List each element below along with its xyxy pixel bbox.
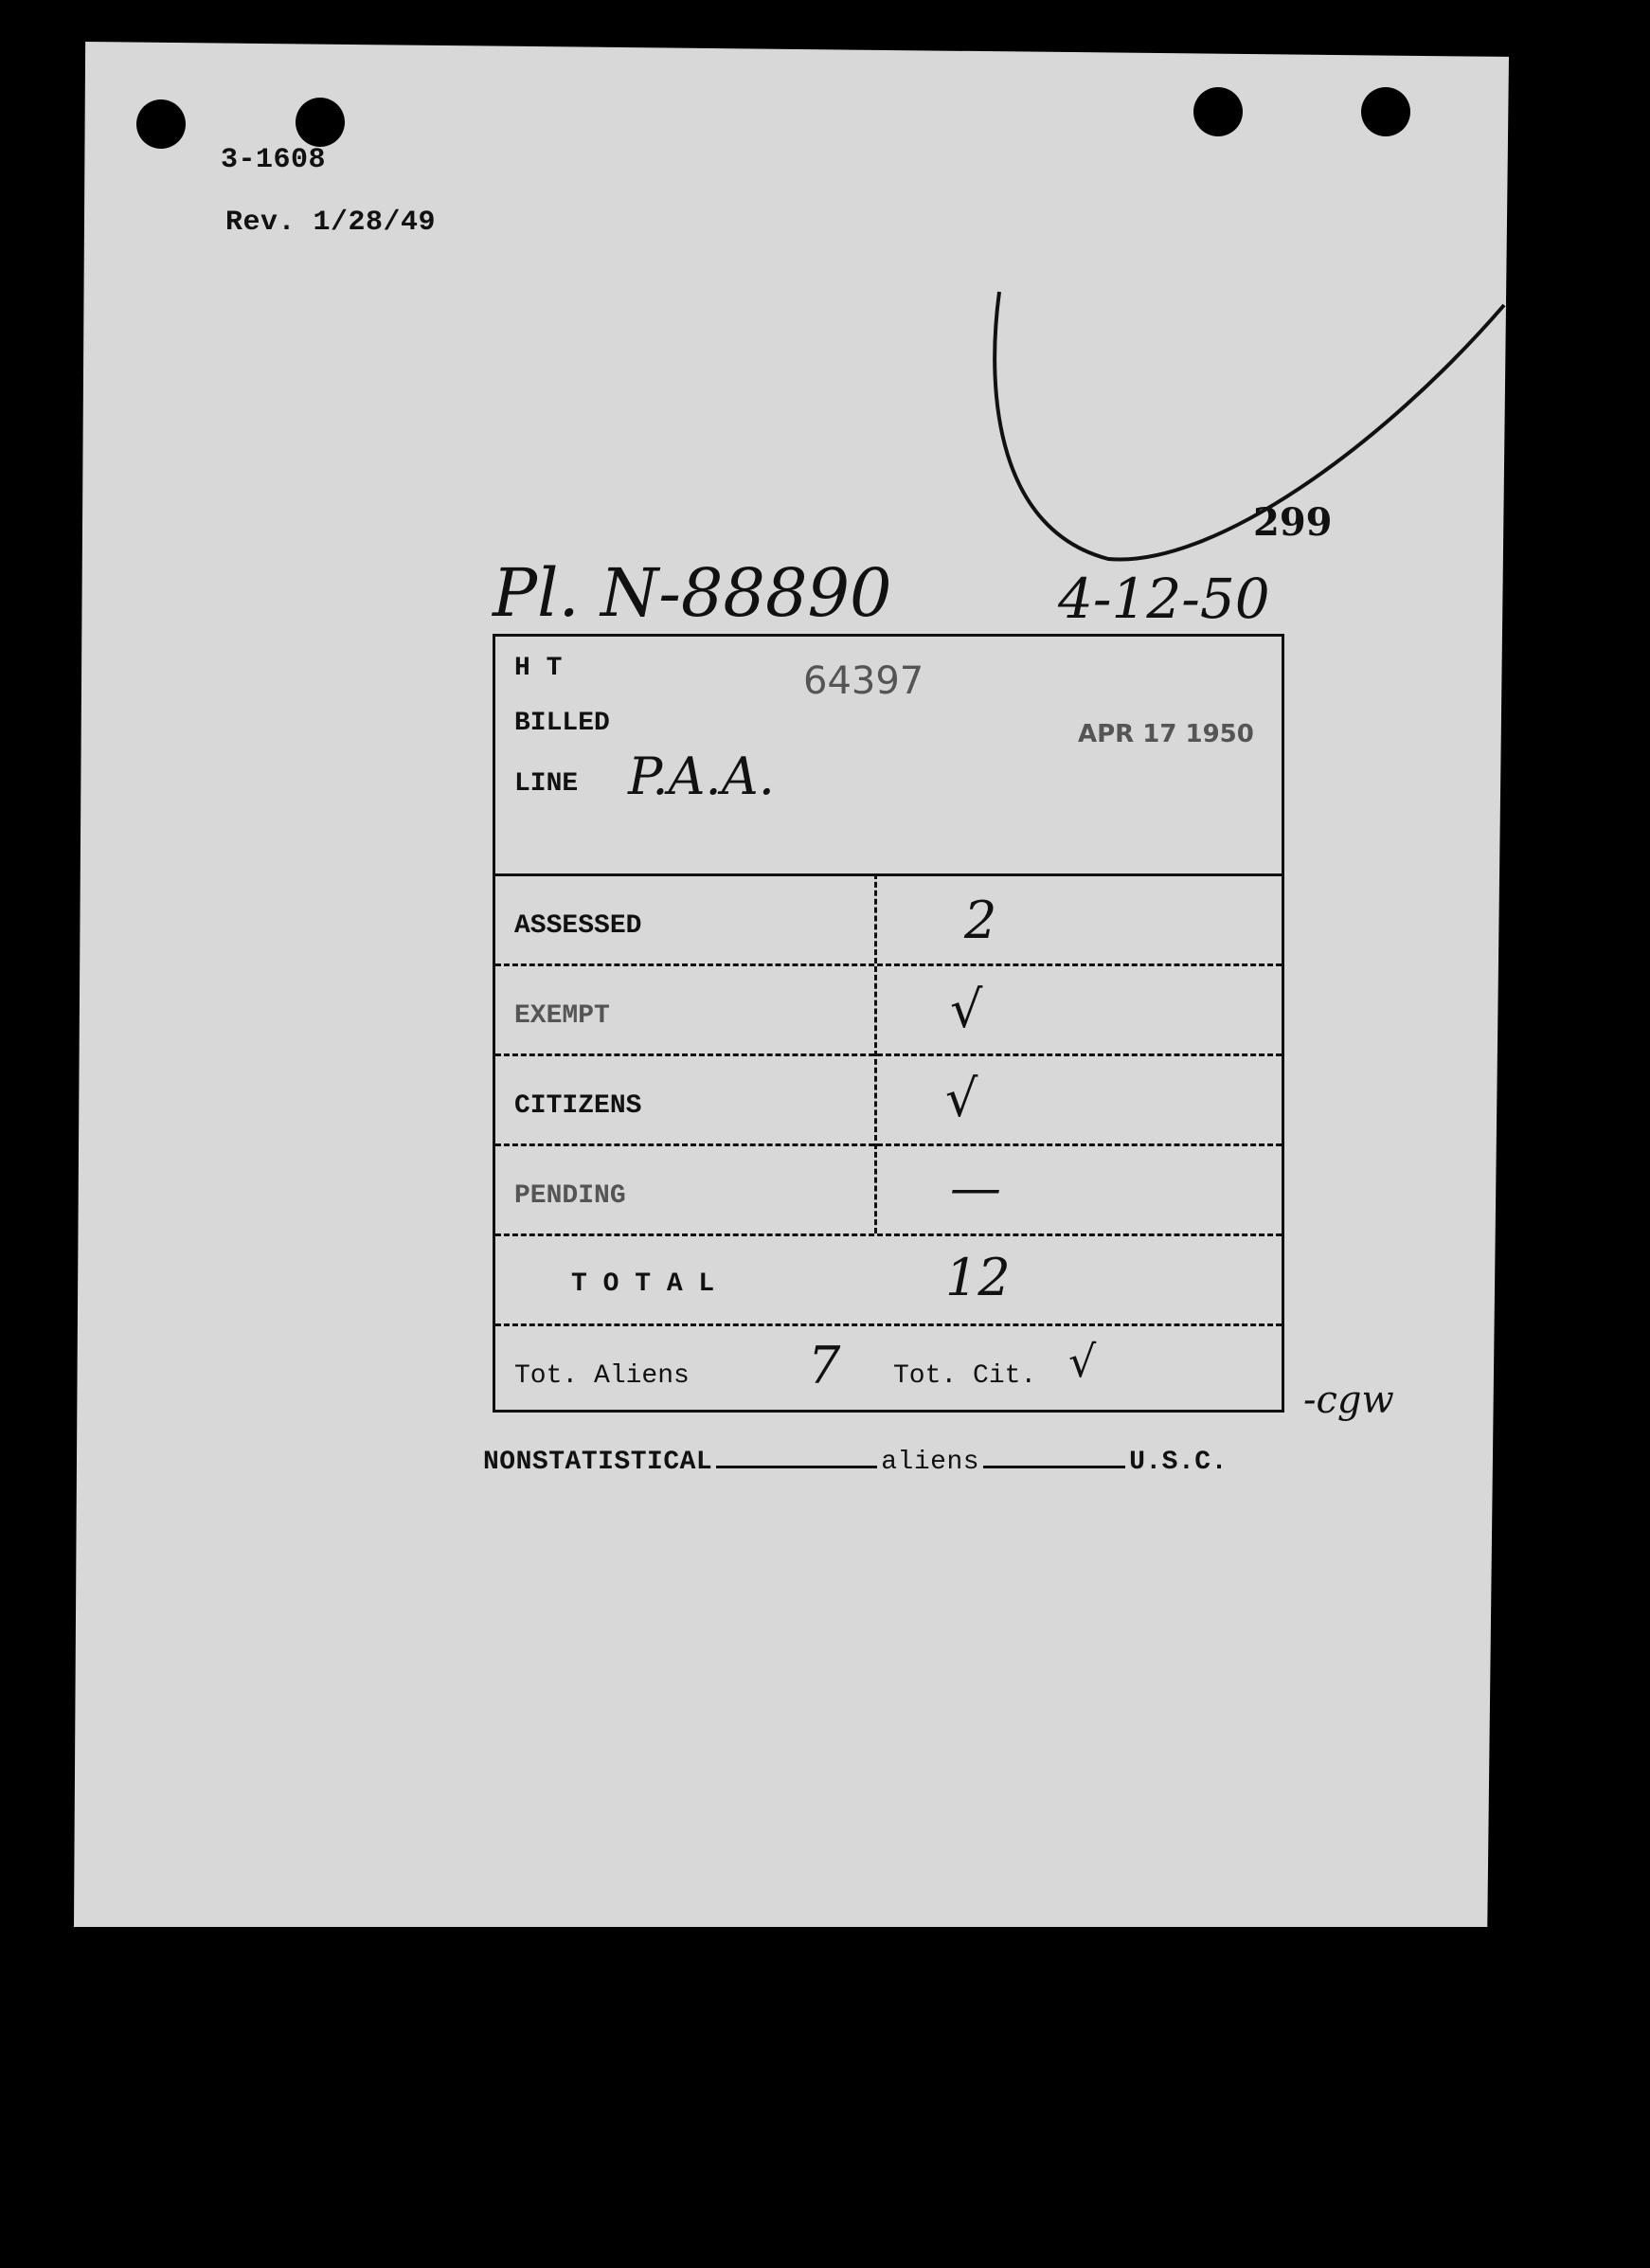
handwritten-date: 4-12-50 (1058, 567, 1270, 631)
divider (495, 1053, 1282, 1056)
tot-aliens-value: 7 (808, 1336, 841, 1395)
total-label: T O T A L (571, 1269, 715, 1299)
assessed-label: ASSESSED (514, 911, 642, 941)
pending-value: — (950, 1158, 1001, 1217)
aliens-label: aliens (881, 1448, 980, 1477)
total-value: 12 (945, 1248, 1011, 1307)
exempt-value: √ (950, 980, 983, 1039)
line-value: P.A.A. (628, 747, 775, 806)
usc-label: U.S.C. (1129, 1448, 1228, 1477)
form-number: 3-1608 (221, 144, 327, 176)
blank-line (716, 1466, 877, 1468)
tot-cit-value: √ (1068, 1336, 1097, 1387)
file-reference: Pl. N-88890 (493, 554, 892, 632)
ht-label: H T (514, 654, 563, 683)
reviewer-initials: -cgw (1303, 1378, 1394, 1422)
divider (495, 1143, 1282, 1146)
billed-label: BILLED (514, 709, 610, 738)
revision-date: Rev. 1/28/49 (225, 207, 437, 239)
punch-hole (1361, 87, 1410, 136)
tot-aliens-label: Tot. Aliens (514, 1361, 690, 1391)
citizens-label: CITIZENS (514, 1091, 642, 1121)
tally-form (493, 634, 1284, 1413)
page-number: 299 (1253, 500, 1333, 545)
divider (495, 963, 1282, 966)
column-divider (874, 873, 877, 1233)
divider (495, 1233, 1282, 1236)
assessed-value: 2 (964, 891, 997, 950)
divider (495, 873, 1282, 876)
tot-cit-label: Tot. Cit. (893, 1361, 1037, 1391)
exempt-label: EXEMPT (514, 1001, 610, 1031)
received-date-stamp: APR 17 1950 (1078, 720, 1254, 748)
nonstatistical-line (483, 1448, 1228, 1477)
nonstatistical-label: NONSTATISTICAL (483, 1448, 713, 1477)
punch-hole (296, 98, 345, 147)
punch-hole (1193, 87, 1243, 136)
line-label: LINE (514, 769, 579, 799)
citizens-value: √ (945, 1069, 978, 1128)
pending-label: PENDING (514, 1181, 626, 1211)
serial-stamp: 64397 (803, 659, 924, 703)
pen-stroke (985, 284, 1515, 568)
divider (495, 1323, 1282, 1326)
punch-hole (136, 99, 186, 149)
blank-line (983, 1466, 1125, 1468)
